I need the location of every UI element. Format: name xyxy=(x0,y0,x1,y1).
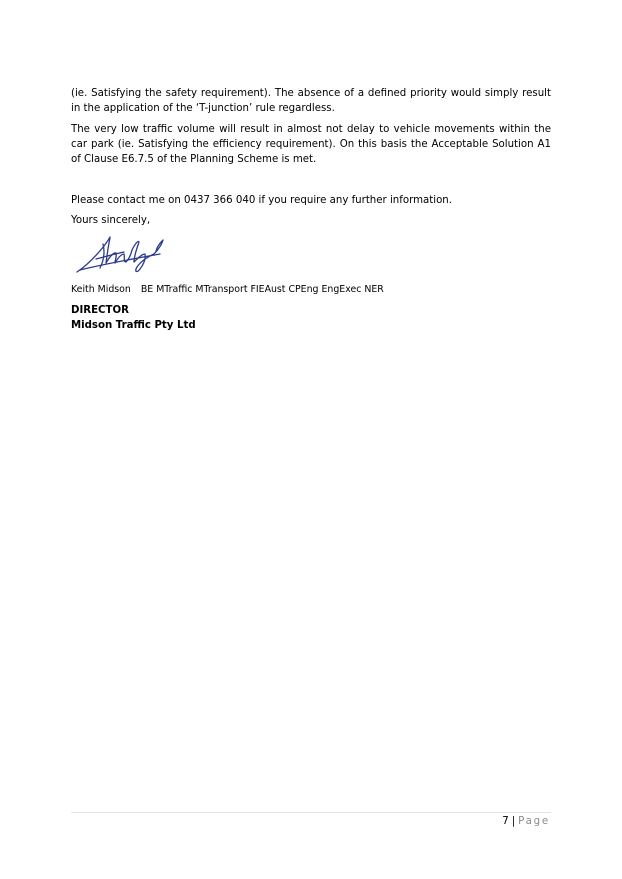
footer-divider xyxy=(71,812,551,813)
signatory-name: Keith Midson xyxy=(71,284,131,295)
signatory-title: DIRECTOR xyxy=(71,305,129,316)
page-footer xyxy=(502,815,550,829)
signatory-qualifications: BE MTraffic MTransport FIEAust CPEng EngExec NER xyxy=(140,284,384,295)
body-paragraph-1: (ie. Satisfying the safety requirement). The absence of a defined priority would simply result in the application of the ‘T-junction’ rule regardless. xyxy=(71,88,551,114)
body-paragraph-2: The very low traffic volume will result in almost not delay to vehicle movements within the car park (ie. Satisfying the efficiency requirement). On this basis the Acceptable Solution A1 of Clause E6.7.5 of the Planning Scheme is met. xyxy=(71,124,551,165)
page-number: 7 xyxy=(502,816,509,827)
contact-line: Please contact me on 0437 366 040 if you require any further information. xyxy=(71,195,452,206)
closing-line: Yours sincerely, xyxy=(71,215,151,226)
footer-separator: | xyxy=(511,816,516,827)
signatory-line xyxy=(71,283,384,297)
company-name: Midson Traffic Pty Ltd xyxy=(71,320,196,331)
page-label: Page xyxy=(518,816,550,827)
handwritten-signature xyxy=(74,232,168,276)
